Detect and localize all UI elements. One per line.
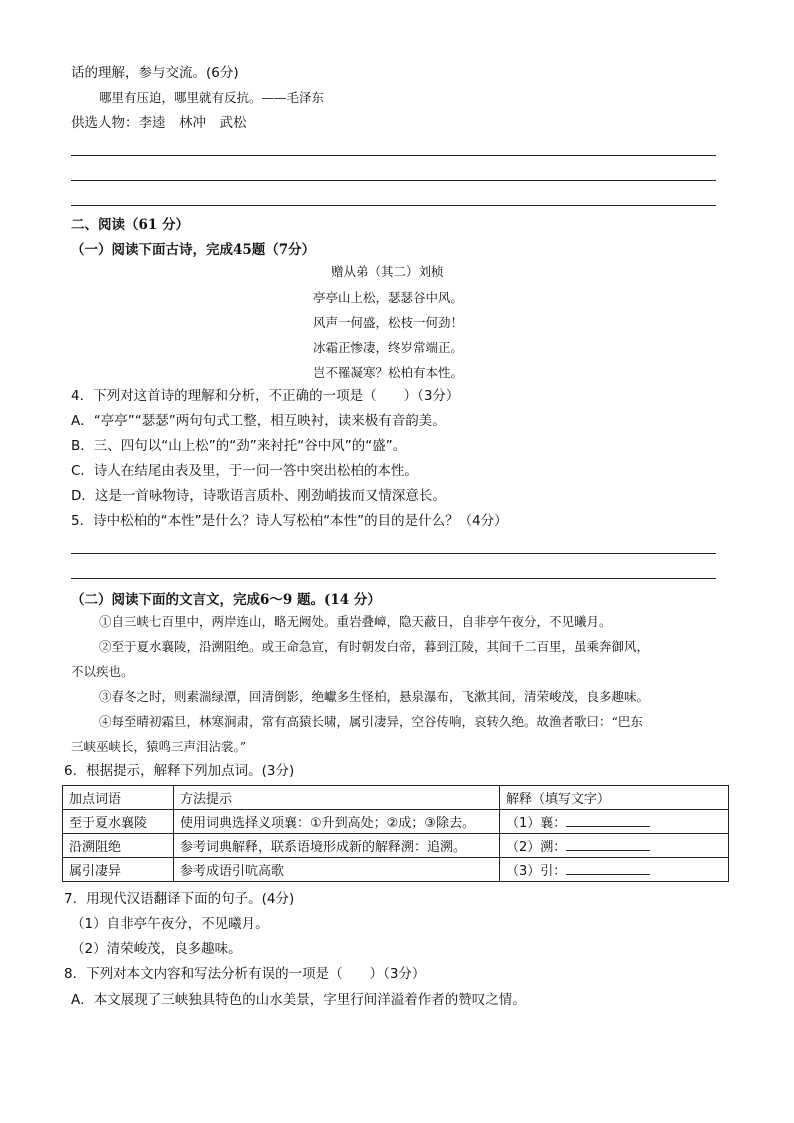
answer-cell[interactable] [500, 834, 729, 858]
candidates: 供选人物：李逵 林冲 武松 [71, 115, 247, 131]
passage-para: ④每至晴初霜旦，林寒涧肃，常有高猿长啸，属引凄异，空谷传响，哀转久绝。故渔者歌曰：“巴东 [99, 714, 643, 729]
table-cell: 参考词典解释，联系语境形成新的解释溯：追溯。 [174, 834, 500, 858]
q8-stem: 8．下列对本文内容和写法分析有误的一项是（ ）（3分） [64, 966, 426, 982]
q7-item: （1）自非亭午夜分，不见曦月。 [71, 916, 269, 932]
answer-label: （2）溯： [506, 840, 567, 855]
question-tail: 话的理解，参与交流。(6分) [71, 65, 239, 81]
q4-stem: 4．下列对这首诗的理解和分析，不正确的一项是（ ）（3分） [71, 388, 460, 404]
q4-option: B．三、四句以“山上松”的“劲”来衬托“谷中风”的“盛”。 [71, 438, 407, 454]
answer-cell[interactable] [500, 858, 729, 882]
passage-para: 三峡巫峡长，猿鸣三声泪沾裳。” [71, 739, 247, 754]
passage-para: 不以疾也。 [71, 664, 134, 679]
table-cell: 使用词典选择义项襄：①升到高处；②成；③除去。 [174, 810, 500, 834]
q4-option: A．“亭亭”“瑟瑟”两句句式工整，相互映衬，读来极有音韵美。 [71, 413, 446, 429]
q7-item: （2）清荣峻茂，良多趣味。 [71, 941, 242, 957]
answer-label: （1）襄： [506, 816, 567, 831]
table-cell: 至于夏水襄陵 [63, 810, 174, 834]
answer-line [71, 578, 716, 579]
answer-line [71, 205, 716, 206]
table-header: 加点词语 [63, 786, 174, 810]
poem-line: 岂不罹凝寒？松柏有本性。 [313, 365, 464, 380]
q4-option: D．这是一首咏物诗，诗歌语言质朴、刚劲峭拔而又情深意长。 [71, 488, 446, 504]
table-header-row [63, 786, 729, 810]
q4-option: C．诗人在结尾由表及里，于一问一答中突出松柏的本性。 [71, 463, 418, 479]
passage-para: ③春冬之时，则素湍绿潭，回清倒影，绝巘多生怪柏，悬泉瀑布，飞漱其间，清荣峻茂，良多趣味。 [99, 689, 650, 704]
answer-label: （3）引： [506, 864, 567, 879]
section-title: 二、阅读（61 分） [71, 217, 189, 233]
answer-blank[interactable] [566, 838, 650, 851]
answer-line [71, 155, 716, 156]
table-cell: 参考成语引吭高歌 [174, 858, 500, 882]
poem-title: 赠从弟（其二）刘桢 [331, 264, 444, 279]
table-row [63, 858, 729, 882]
part2-title: （二）阅读下面的文言文，完成6～9 题。(14 分） [71, 592, 381, 608]
q5-stem: 5．诗中松柏的“本性”是什么？诗人写松柏“本性”的目的是什么？（4分） [71, 513, 508, 529]
quote: 哪里有压迫，哪里就有反抗。——毛泽东 [99, 90, 325, 105]
q8-option: A．本文展现了三峡独具特色的山水美景，字里行间洋溢着作者的赞叹之情。 [71, 992, 526, 1008]
q6-table [62, 785, 729, 882]
table-row [63, 834, 729, 858]
table-row [63, 810, 729, 834]
answer-blank[interactable] [566, 814, 650, 827]
passage-para: ①自三峡七百里中，两岸连山，略无阙处。重岩叠嶂，隐天蔽日，自非亭午夜分，不见曦月。 [99, 614, 612, 629]
table-cell: 属引凄异 [63, 858, 174, 882]
answer-line [71, 553, 716, 554]
table-header: 解释（填写文字） [500, 786, 729, 810]
table-header: 方法提示 [174, 786, 500, 810]
table-cell: 沿溯阻绝 [63, 834, 174, 858]
answer-blank[interactable] [566, 862, 650, 875]
answer-line [71, 180, 716, 181]
q7-stem: 7．用现代汉语翻译下面的句子。(4分) [64, 891, 295, 907]
poem-line: 亭亭山上松，瑟瑟谷中风。 [313, 290, 464, 305]
answer-cell[interactable] [500, 810, 729, 834]
passage-para: ②至于夏水襄陵，沿溯阻绝。或王命急宣，有时朝发白帝，暮到江陵，其间千二百里，虽乘奔御风， [99, 639, 650, 654]
poem-line: 风声一何盛，松枝一何劲！ [313, 315, 464, 330]
q6-stem: 6．根据提示，解释下列加点词。(3分) [64, 763, 295, 779]
part1-title: （一）阅读下面古诗，完成45题（7分） [71, 242, 316, 258]
poem-line: 冰霜正惨凄，终岁常端正。 [313, 340, 464, 355]
